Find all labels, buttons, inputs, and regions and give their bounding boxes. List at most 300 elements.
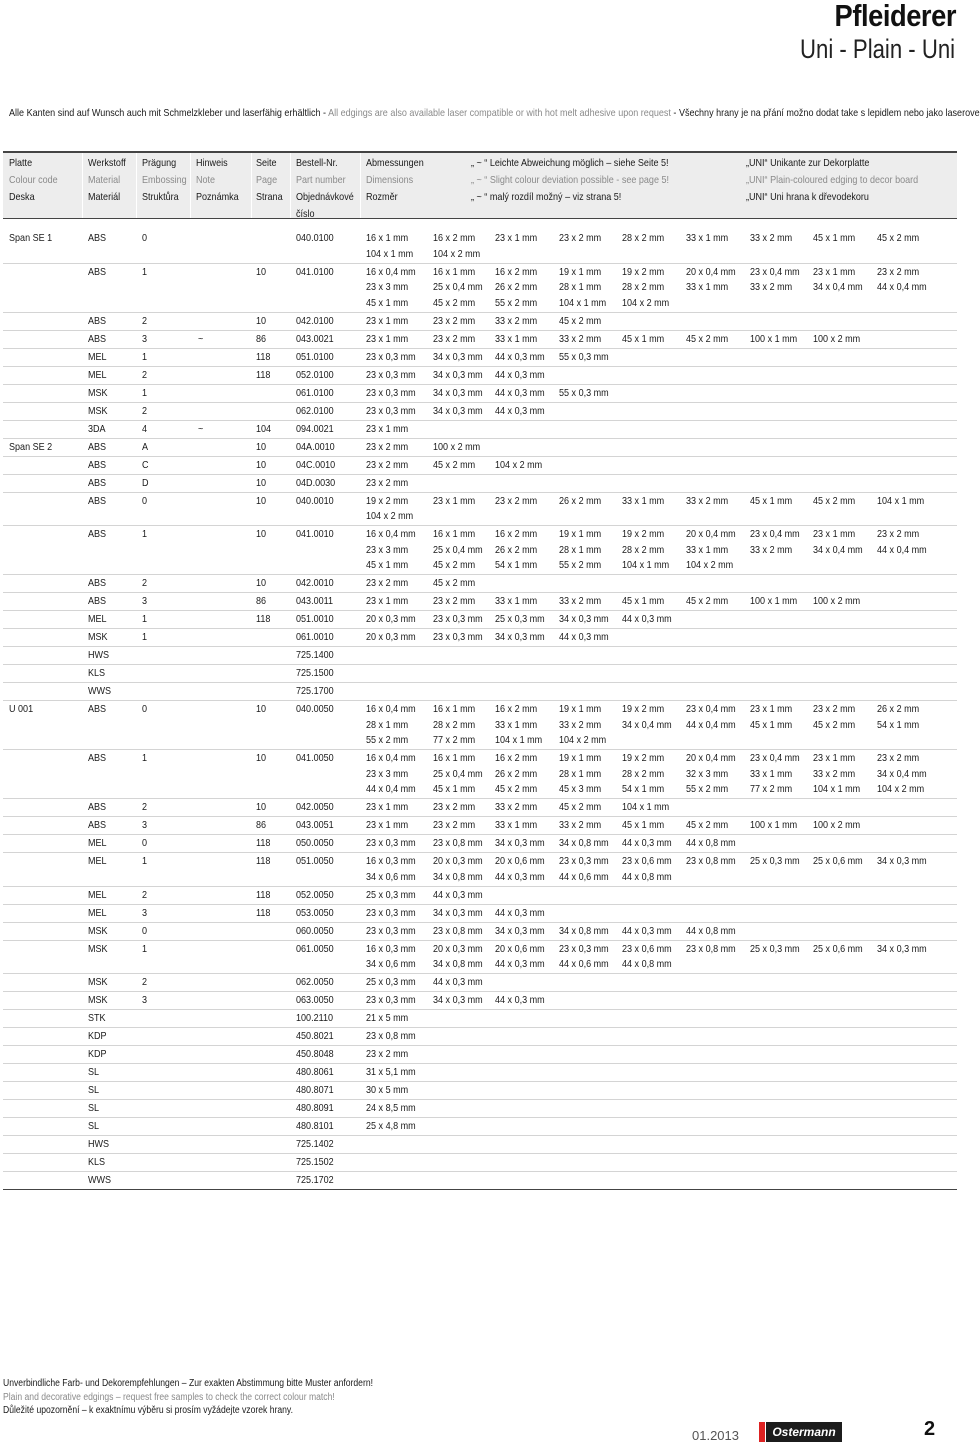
part-number-cell: 04D.0030 <box>296 476 336 489</box>
dimension-cell: 45 x 1 mm <box>750 494 793 507</box>
table-row <box>3 1100 957 1118</box>
dimension-cell: 19 x 1 mm <box>559 752 602 764</box>
dimension-cell: 45 x 2 mm <box>433 296 476 309</box>
material-cell: MEL <box>88 855 107 867</box>
dimension-cell: 20 x 0,4 mm <box>686 752 736 764</box>
dimension-cell: 34 x 0,3 mm <box>495 924 545 937</box>
note-uni-cz: „UNI“ Uni hrana k dřevodekoru <box>746 191 869 203</box>
col-label-cz: Deska <box>9 191 35 203</box>
dimension-cell: 23 x 0,3 mm <box>366 924 416 937</box>
material-cell: HWS <box>88 1138 110 1150</box>
dimension-cell: 44 x 0,3 mm <box>622 613 672 625</box>
table-row <box>3 1046 957 1064</box>
dimension-cell: 28 x 2 mm <box>622 281 665 293</box>
dimension-cell: 55 x 2 mm <box>495 296 538 309</box>
embossing-cell: 4 <box>142 422 148 435</box>
dimension-cell: 23 x 1 mm <box>366 801 409 813</box>
dimension-cell: 55 x 2 mm <box>366 734 409 746</box>
dimension-cell: 55 x 2 mm <box>686 783 729 795</box>
page-cell: 10 <box>256 476 267 489</box>
part-number-cell: 041.0050 <box>296 752 334 764</box>
page-cell: 86 <box>256 819 267 831</box>
part-number-cell: 043.0051 <box>296 819 334 831</box>
dimension-cell: 16 x 0,4 mm <box>366 528 416 540</box>
table-row <box>3 1172 957 1190</box>
col-label-de: Abmessungen <box>366 157 424 169</box>
dimension-cell: 33 x 1 mm <box>622 494 665 507</box>
col-label-en: Colour code <box>9 174 58 186</box>
material-cell: SL <box>88 1120 100 1132</box>
table-row <box>3 835 957 853</box>
dimension-cell: 34 x 0,6 mm <box>366 870 416 883</box>
dimension-cell: 26 x 2 mm <box>495 543 538 556</box>
dimension-cell: 104 x 2 mm <box>366 510 414 522</box>
material-cell: WWS <box>88 685 112 697</box>
part-number-cell: 052.0050 <box>296 888 334 901</box>
note-tilde-en: „ ~ “ Slight colour deviation possible - see page 5! <box>471 174 670 186</box>
part-number-cell: 042.0100 <box>296 314 334 327</box>
dimension-cell: 23 x 0,3 mm <box>366 404 416 417</box>
footer-cz: Důležité upozornění – k exaktnímu výběru si prosím vyžádejte vzorek hrany. <box>3 1405 293 1416</box>
part-number-cell: 725.1402 <box>296 1138 334 1150</box>
dimension-cell: 25 x 0,4 mm <box>433 543 483 556</box>
dimension-cell: 44 x 0,6 mm <box>559 958 609 970</box>
embossing-cell: 1 <box>142 350 148 363</box>
dimension-cell: 28 x 2 mm <box>622 543 665 556</box>
dimension-cell: 44 x 0,3 mm <box>559 631 609 643</box>
dimension-cell: 33 x 1 mm <box>495 819 538 831</box>
note-cell: ~ <box>198 422 204 435</box>
dimension-cell: 45 x 2 mm <box>433 458 476 471</box>
material-cell: MEL <box>88 888 107 901</box>
note-uni <box>746 155 946 206</box>
dimension-cell: 44 x 0,3 mm <box>433 976 483 988</box>
dimension-cell: 33 x 2 mm <box>559 718 602 731</box>
dimension-cell: 28 x 2 mm <box>622 232 665 244</box>
dimension-cell: 23 x 2 mm <box>433 332 476 345</box>
dimension-cell: 19 x 2 mm <box>366 494 409 507</box>
dimension-cell: 23 x 2 mm <box>495 494 538 507</box>
part-number-cell: 042.0050 <box>296 801 334 813</box>
dimension-cell: 44 x 0,3 mm <box>495 368 545 381</box>
embossing-cell: 2 <box>142 801 148 813</box>
dimension-cell: 19 x 2 mm <box>622 752 665 764</box>
col-label-cz: Poznámka <box>196 191 239 203</box>
embossing-cell: 1 <box>142 942 148 955</box>
dimension-cell: 34 x 0,3 mm <box>433 906 483 919</box>
dimension-cell: 23 x 2 mm <box>433 801 476 813</box>
dimension-cell: 44 x 0,3 mm <box>495 906 545 919</box>
embossing-cell: 1 <box>142 855 148 867</box>
dimension-cell: 100 x 1 mm <box>750 332 798 345</box>
part-number-cell: 040.0010 <box>296 494 334 507</box>
table-row <box>3 457 957 475</box>
table-row <box>3 1082 957 1100</box>
embossing-cell: 0 <box>142 924 148 937</box>
material-cell: MSK <box>88 994 108 1006</box>
dimension-cell: 45 x 2 mm <box>813 718 856 731</box>
col-label-de: Bestell-Nr. <box>296 157 338 169</box>
dimension-cell: 34 x 0,3 mm <box>433 404 483 417</box>
dimension-cell: 23 x 0,8 mm <box>433 924 483 937</box>
material-cell: ABS <box>88 265 107 278</box>
dimension-cell: 24 x 8,5 mm <box>366 1102 416 1114</box>
page-cell: 10 <box>256 752 267 764</box>
dimension-cell: 100 x 2 mm <box>433 440 481 453</box>
dimension-cell: 45 x 2 mm <box>813 494 856 507</box>
material-cell: KDP <box>88 1048 107 1060</box>
dimension-cell: 33 x 1 mm <box>686 543 729 556</box>
page-cell: 10 <box>256 494 267 507</box>
part-number-cell: 04A.0010 <box>296 440 335 453</box>
dimension-cell: 23 x 1 mm <box>366 314 409 327</box>
embossing-cell: C <box>142 458 149 471</box>
dimension-cell: 23 x 0,3 mm <box>366 906 416 919</box>
material-cell: MSK <box>88 976 108 988</box>
table-row <box>3 439 957 457</box>
dimension-cell: 23 x 2 mm <box>433 595 476 607</box>
col-colour-code <box>9 155 66 206</box>
material-cell: KLS <box>88 667 106 679</box>
dimension-cell: 23 x 0,4 mm <box>750 752 800 764</box>
material-cell: MEL <box>88 368 107 381</box>
table-row <box>3 230 957 264</box>
page-cell: 10 <box>256 265 267 278</box>
material-cell: ABS <box>88 801 107 813</box>
table-row <box>3 264 957 313</box>
embossing-cell: 1 <box>142 752 148 764</box>
embossing-cell: 0 <box>142 494 148 507</box>
table-row <box>3 887 957 905</box>
dimension-cell: 34 x 0,3 mm <box>433 350 483 363</box>
dimension-cell: 100 x 1 mm <box>750 819 798 831</box>
table-row <box>3 647 957 665</box>
dimension-cell: 16 x 2 mm <box>495 265 538 278</box>
material-cell: ABS <box>88 332 107 345</box>
col-label-cz: Materiál <box>88 191 121 203</box>
dimension-cell: 45 x 2 mm <box>686 332 729 345</box>
material-cell: KLS <box>88 1156 106 1168</box>
embossing-cell: 2 <box>142 368 148 381</box>
page-cell: 10 <box>256 528 267 540</box>
dimension-cell: 33 x 2 mm <box>559 595 602 607</box>
part-number-cell: 061.0100 <box>296 386 334 399</box>
material-cell: ABS <box>88 458 107 471</box>
part-number-cell: 480.8091 <box>296 1102 334 1114</box>
material-cell: MEL <box>88 837 107 849</box>
material-cell: ABS <box>88 314 107 327</box>
dimension-cell: 33 x 2 mm <box>495 314 538 327</box>
part-number-cell: 061.0010 <box>296 631 334 643</box>
dimension-cell: 28 x 1 mm <box>366 718 409 731</box>
dimension-cell: 23 x 0,3 mm <box>433 613 483 625</box>
dimension-cell: 23 x 2 mm <box>366 458 409 471</box>
dimension-cell: 26 x 2 mm <box>877 703 920 715</box>
embossing-cell: 3 <box>142 819 148 831</box>
dimension-cell: 104 x 2 mm <box>495 458 543 471</box>
part-number-cell: 051.0010 <box>296 613 334 625</box>
page-cell: 104 <box>256 422 272 435</box>
dimension-cell: 33 x 1 mm <box>495 332 538 345</box>
col-label-cz: Rozměr <box>366 191 398 203</box>
dimension-cell: 23 x 1 mm <box>813 265 856 278</box>
dimension-cell: 44 x 0,8 mm <box>622 870 672 883</box>
dimension-cell: 33 x 1 mm <box>686 281 729 293</box>
embossing-cell: 1 <box>142 265 148 278</box>
page-subtitle: Uni - Plain - Uni <box>799 34 955 64</box>
dimension-cell: 104 x 2 mm <box>622 296 670 309</box>
col-label-cz: číslo <box>296 208 315 220</box>
page-number: 2 <box>924 1418 936 1440</box>
dimension-cell: 104 x 1 mm <box>366 247 414 260</box>
dimension-cell: 104 x 2 mm <box>686 559 734 571</box>
dimension-cell: 23 x 2 mm <box>433 819 476 831</box>
dimension-cell: 23 x 1 mm <box>366 819 409 831</box>
dimension-cell: 26 x 2 mm <box>495 281 538 293</box>
dimension-cell: 54 x 1 mm <box>495 559 538 571</box>
dimension-cell: 34 x 0,4 mm <box>813 543 863 556</box>
dimension-cell: 23 x 0,3 mm <box>559 942 609 955</box>
dimension-cell: 44 x 0,3 mm <box>622 837 672 849</box>
dimension-cell: 25 x 0,4 mm <box>433 767 483 780</box>
material-cell: MSK <box>88 386 108 399</box>
table-row <box>3 593 957 611</box>
brand-title: Pfleiderer <box>834 0 956 33</box>
dimension-cell: 44 x 0,3 mm <box>495 404 545 417</box>
embossing-cell: 0 <box>142 837 148 849</box>
table-row <box>3 611 957 629</box>
material-cell: MSK <box>88 631 108 643</box>
dimension-cell: 34 x 0,3 mm <box>877 942 927 955</box>
material-cell: MEL <box>88 613 107 625</box>
material-cell: SL <box>88 1066 100 1078</box>
page-cell: 118 <box>256 888 271 901</box>
dimension-cell: 25 x 0,6 mm <box>813 855 863 867</box>
dimension-cell: 19 x 1 mm <box>559 265 602 278</box>
material-cell: HWS <box>88 649 110 661</box>
material-cell: SL <box>88 1084 100 1096</box>
dimension-cell: 20 x 0,6 mm <box>495 942 545 955</box>
part-number-cell: 052.0100 <box>296 368 334 381</box>
dimension-cell: 34 x 0,3 mm <box>877 855 927 867</box>
part-number-cell: 051.0100 <box>296 350 334 363</box>
part-number-cell: 043.0011 <box>296 595 333 607</box>
dimension-cell: 23 x 1 mm <box>813 752 856 764</box>
part-number-cell: 053.0050 <box>296 906 334 919</box>
col-label-en: Part number <box>296 174 346 186</box>
dimension-cell: 34 x 0,3 mm <box>433 386 483 399</box>
part-number-cell: 061.0050 <box>296 942 334 955</box>
dimension-cell: 23 x 0,3 mm <box>433 631 483 643</box>
intro-separator: - <box>320 107 329 119</box>
material-cell: STK <box>88 1012 106 1024</box>
dimension-cell: 25 x 4,8 mm <box>366 1120 416 1132</box>
dimension-cell: 16 x 0,4 mm <box>366 752 416 764</box>
part-number-cell: 480.8061 <box>296 1066 334 1078</box>
table-row <box>3 349 957 367</box>
table-row <box>3 1154 957 1172</box>
dimension-cell: 20 x 0,4 mm <box>686 528 736 540</box>
dimension-cell: 23 x 2 mm <box>366 577 409 589</box>
table-row <box>3 992 957 1010</box>
dimension-cell: 44 x 0,3 mm <box>495 958 545 970</box>
note-uni-de: „UNI“ Unikante zur Dekorplatte <box>746 157 870 169</box>
embossing-cell: 2 <box>142 888 148 901</box>
material-cell: ABS <box>88 440 107 453</box>
material-cell: MEL <box>88 906 107 919</box>
dimension-cell: 45 x 1 mm <box>622 595 665 607</box>
material-cell: SL <box>88 1102 100 1114</box>
table-row <box>3 1118 957 1136</box>
dimension-cell: 23 x 1 mm <box>366 332 409 345</box>
note-uni-en: „UNI“ Plain-coloured edging to decor board <box>746 174 919 186</box>
page-cell: 10 <box>256 703 267 715</box>
table-row <box>3 385 957 403</box>
dimension-cell: 77 x 2 mm <box>750 783 793 795</box>
material-cell: MSK <box>88 404 108 417</box>
table-row <box>3 367 957 385</box>
embossing-cell: D <box>142 476 149 489</box>
dimension-cell: 33 x 2 mm <box>559 819 602 831</box>
dimension-cell: 44 x 0,3 mm <box>495 350 545 363</box>
intro-cz: Všechny hrany je na přání možno dodat take s lepidlem nebo jako laserove <box>678 107 980 119</box>
embossing-cell: 0 <box>142 232 148 244</box>
col-label-cz: Struktůra <box>142 191 179 203</box>
dimension-cell: 44 x 0,3 mm <box>433 888 483 901</box>
material-cell: ABS <box>88 232 107 244</box>
footer-date: 01.2013 <box>692 1428 739 1443</box>
col-label-de: Platte <box>9 157 33 169</box>
dimension-cell: 20 x 0,3 mm <box>433 942 483 955</box>
table-row <box>3 750 957 799</box>
dimension-cell: 23 x 0,8 mm <box>366 1030 416 1042</box>
material-cell: WWS <box>88 1174 112 1186</box>
dimension-cell: 34 x 0,8 mm <box>433 870 483 883</box>
material-cell: ABS <box>88 703 107 715</box>
dimension-cell: 20 x 0,3 mm <box>433 855 483 867</box>
dimension-cell: 23 x 0,6 mm <box>622 855 672 867</box>
embossing-cell: 1 <box>142 631 148 643</box>
part-number-cell: 725.1500 <box>296 667 334 679</box>
dimension-cell: 16 x 1 mm <box>433 265 476 278</box>
dimension-cell: 55 x 2 mm <box>559 559 602 571</box>
dimension-cell: 45 x 1 mm <box>366 559 409 571</box>
dimension-cell: 16 x 2 mm <box>495 703 538 715</box>
dimension-cell: 34 x 0,6 mm <box>366 958 416 970</box>
dimension-cell: 21 x 5 mm <box>366 1012 409 1024</box>
dimension-cell: 19 x 2 mm <box>622 265 665 278</box>
dimension-cell: 100 x 1 mm <box>750 595 798 607</box>
col-label-cz: Strana <box>256 191 283 203</box>
table-row <box>3 629 957 647</box>
dimension-cell: 33 x 2 mm <box>750 232 793 244</box>
dimension-cell: 23 x 2 mm <box>877 265 920 278</box>
table-row <box>3 1010 957 1028</box>
dimension-cell: 23 x 2 mm <box>366 476 409 489</box>
dimension-cell: 19 x 2 mm <box>622 528 665 540</box>
table-row <box>3 1028 957 1046</box>
dimension-cell: 34 x 0,8 mm <box>559 837 609 849</box>
dimension-cell: 19 x 1 mm <box>559 528 602 540</box>
embossing-cell: 2 <box>142 976 148 988</box>
page-cell: 118 <box>256 837 271 849</box>
col-material <box>88 155 132 206</box>
dimension-cell: 23 x 0,4 mm <box>750 528 800 540</box>
col-label-en: Material <box>88 174 121 186</box>
dimension-cell: 16 x 1 mm <box>433 528 476 540</box>
dimension-cell: 33 x 2 mm <box>813 767 856 780</box>
dimension-cell: 23 x 1 mm <box>433 494 476 507</box>
dimension-cell: 45 x 1 mm <box>750 718 793 731</box>
dimension-cell: 104 x 1 mm <box>622 559 670 571</box>
dimension-cell: 23 x 2 mm <box>433 314 476 327</box>
dimension-cell: 16 x 1 mm <box>366 232 409 244</box>
dimension-cell: 104 x 1 mm <box>495 734 543 746</box>
dimension-cell: 28 x 2 mm <box>433 718 476 731</box>
table-header <box>3 151 957 219</box>
part-number-cell: 450.8048 <box>296 1048 334 1060</box>
page-cell: 86 <box>256 332 267 345</box>
intro-separator: - <box>670 107 679 119</box>
page-cell: 10 <box>256 440 267 453</box>
page-cell: 10 <box>256 801 267 813</box>
part-number-cell: 725.1702 <box>296 1174 334 1186</box>
col-label-de: Werkstoff <box>88 157 126 169</box>
dimension-cell: 25 x 0,6 mm <box>813 942 863 955</box>
col-part-number <box>296 155 363 223</box>
col-label-de: Hinweis <box>196 157 228 169</box>
dimension-cell: 34 x 0,3 mm <box>433 994 483 1006</box>
dimension-cell: 45 x 2 mm <box>559 801 602 813</box>
dimension-cell: 32 x 3 mm <box>686 767 729 780</box>
dimension-cell: 44 x 0,4 mm <box>686 718 736 731</box>
dimension-cell: 23 x 2 mm <box>559 232 602 244</box>
part-number-cell: 062.0100 <box>296 404 334 417</box>
dimension-cell: 23 x 3 mm <box>366 281 409 293</box>
material-cell: MSK <box>88 924 108 937</box>
dimension-cell: 23 x 0,8 mm <box>686 942 736 955</box>
page-cell: 118 <box>256 613 271 625</box>
dimension-cell: 23 x 3 mm <box>366 543 409 556</box>
table-row <box>3 403 957 421</box>
note-cell: ~ <box>198 332 204 345</box>
dimension-cell: 26 x 2 mm <box>495 767 538 780</box>
part-number-cell: 480.8071 <box>296 1084 334 1096</box>
part-number-cell: 043.0021 <box>296 332 334 345</box>
dimension-cell: 23 x 3 mm <box>366 767 409 780</box>
dimension-cell: 16 x 1 mm <box>433 703 476 715</box>
dimension-cell: 44 x 0,4 mm <box>366 783 416 795</box>
part-number-cell: 040.0050 <box>296 703 334 715</box>
dimension-cell: 23 x 0,6 mm <box>622 942 672 955</box>
part-number-cell: 062.0050 <box>296 976 334 988</box>
part-number-cell: 041.0100 <box>296 265 334 278</box>
dimension-cell: 44 x 0,3 mm <box>622 924 672 937</box>
dimension-cell: 100 x 2 mm <box>813 332 861 345</box>
dimension-cell: 33 x 2 mm <box>750 281 793 293</box>
dimension-cell: 30 x 5 mm <box>366 1084 409 1096</box>
dimension-cell: 34 x 0,3 mm <box>495 631 545 643</box>
dimension-cell: 33 x 1 mm <box>495 718 538 731</box>
dimension-cell: 44 x 0,8 mm <box>622 958 672 970</box>
page-cell: 10 <box>256 577 267 589</box>
group-label: Span SE 2 <box>9 440 53 453</box>
dimension-cell: 23 x 2 mm <box>366 1048 409 1060</box>
dimension-cell: 28 x 1 mm <box>559 543 602 556</box>
dimension-cell: 33 x 2 mm <box>686 494 729 507</box>
table-row <box>3 683 957 701</box>
col-embossing <box>142 155 194 206</box>
